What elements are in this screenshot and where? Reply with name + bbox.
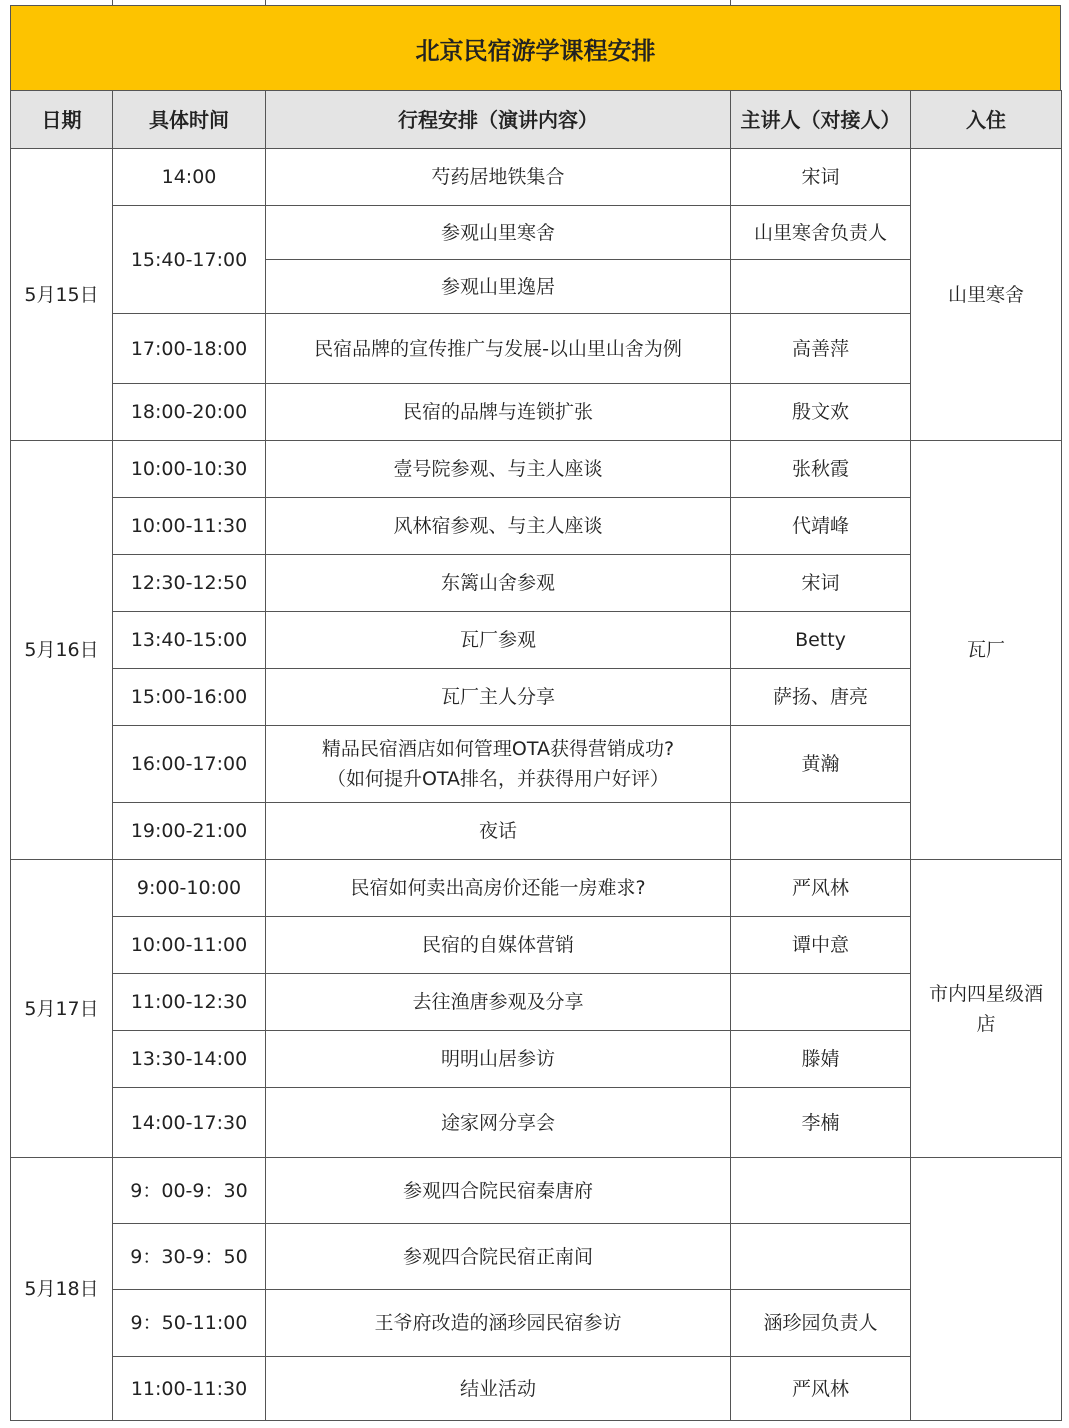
speaker-cell: 李楠 [731,1088,911,1158]
speaker-cell [731,1158,911,1224]
table-row [11,1290,1062,1357]
speaker-cell: 高善萍 [731,314,911,384]
time-cell: 10:00-11:30 [113,498,266,555]
table-row [11,1158,1062,1224]
time-cell: 10:00-10:30 [113,441,266,498]
header-time: 具体时间 [113,91,266,149]
time-cell: 10:00-11:00 [113,917,266,974]
speaker-cell: 谭中意 [731,917,911,974]
stay-line: 市内四星级酒 [928,982,1043,1005]
table-row [11,498,1062,555]
time-cell: 11:00-11:30 [113,1357,266,1421]
table-row [11,314,1062,384]
speaker-cell: 张秋霞 [731,441,911,498]
itinerary-cell: 民宿的品牌与连锁扩张 [266,384,731,441]
itinerary-cell: 参观四合院民宿正南间 [266,1224,731,1290]
itinerary-cell: 壹号院参观、与主人座谈 [266,441,731,498]
speaker-cell: Betty [731,612,911,669]
stay-cell: 瓦厂 [911,441,1062,860]
table-row [11,1357,1062,1421]
itinerary-cell: 参观山里寒舍 [266,206,731,260]
table-row [11,803,1062,860]
table-row [11,441,1062,498]
speaker-cell: 山里寒舍负责人 [731,206,911,260]
itinerary-cell: 瓦厂参观 [266,612,731,669]
time-cell: 19:00-21:00 [113,803,266,860]
speaker-cell [731,974,911,1031]
date-cell: 5月17日 [11,860,113,1158]
speaker-cell: 严风林 [731,1357,911,1421]
speaker-cell [731,1224,911,1290]
time-cell: 14:00-17:30 [113,1088,266,1158]
itinerary-cell: 东篱山舍参观 [266,555,731,612]
time-cell: 13:40-15:00 [113,612,266,669]
time-cell: 12:30-12:50 [113,555,266,612]
header-stay: 入住 [911,91,1062,149]
speaker-cell: 萨扬、唐亮 [731,669,911,726]
header-speaker: 主讲人（对接人） [731,91,911,149]
header-itinerary: 行程安排（演讲内容） [266,91,731,149]
date-cell: 5月18日 [11,1158,113,1421]
speaker-cell: 代靖峰 [731,498,911,555]
table-row [11,1224,1062,1290]
itinerary-cell: 民宿如何卖出高房价还能一房难求? [266,860,731,917]
header-row [11,91,1062,149]
time-cell: 9:00-10:00 [113,860,266,917]
time-cell: 18:00-20:00 [113,384,266,441]
itinerary-cell: 风林宿参观、与主人座谈 [266,498,731,555]
table-row [11,974,1062,1031]
speaker-cell: 殷文欢 [731,384,911,441]
time-cell: 11:00-12:30 [113,974,266,1031]
table-row [11,669,1062,726]
speaker-cell [731,803,911,860]
speaker-cell: 严风林 [731,860,911,917]
itinerary-cell: 民宿品牌的宣传推广与发展-以山里山舍为例 [266,314,731,384]
itinerary-cell: 明明山居参访 [266,1031,731,1088]
speaker-cell: 宋词 [731,555,911,612]
speaker-cell: 涵珍园负责人 [731,1290,911,1357]
table-row [11,1088,1062,1158]
time-cell: 15:00-16:00 [113,669,266,726]
itinerary-cell [266,726,731,803]
itinerary-cell: 瓦厂主人分享 [266,669,731,726]
itinerary-cell: 结业活动 [266,1357,731,1421]
table-row [11,917,1062,974]
stay-cell: 山里寒舍 [911,149,1062,441]
itinerary-cell: 芍药居地铁集合 [266,149,731,206]
stay-line: 店 [976,1012,996,1035]
time-cell: 14:00 [113,149,266,206]
table-row [11,384,1062,441]
itinerary-cell: 夜话 [266,803,731,860]
table-row [11,612,1062,669]
page-title: 北京民宿游学课程安排 [10,5,1061,91]
time-cell: 9：30-9：50 [113,1224,266,1290]
header-date: 日期 [11,91,113,149]
stay-cell [911,860,1062,1158]
itinerary-cell: 民宿的自媒体营销 [266,917,731,974]
itinerary-line: （如何提升OTA排名，并获得用户好评） [326,768,670,790]
speaker-cell: 滕婧 [731,1031,911,1088]
itinerary-cell: 途家网分享会 [266,1088,731,1158]
itinerary-cell: 王爷府改造的涵珍园民宿参访 [266,1290,731,1357]
speaker-cell [731,260,911,314]
time-cell: 9：50-11:00 [113,1290,266,1357]
itinerary-line: 精品民宿酒店如何管理OTA获得营销成功? [321,738,675,760]
time-cell: 9：00-9：30 [113,1158,266,1224]
schedule-table [10,90,1062,1421]
table-row [11,206,1062,260]
stay-cell [911,1158,1062,1421]
itinerary-cell: 参观山里逸居 [266,260,731,314]
itinerary-cell: 参观四合院民宿秦唐府 [266,1158,731,1224]
time-cell: 16:00-17:00 [113,726,266,803]
time-cell: 17:00-18:00 [113,314,266,384]
table-row [11,149,1062,206]
time-cell: 13:30-14:00 [113,1031,266,1088]
time-cell: 15:40-17:00 [113,206,266,314]
table-row [11,860,1062,917]
itinerary-cell: 去往渔唐参观及分享 [266,974,731,1031]
table-row [11,1031,1062,1088]
table-row [11,726,1062,803]
date-cell: 5月15日 [11,149,113,441]
date-cell: 5月16日 [11,441,113,860]
table-row [11,555,1062,612]
speaker-cell: 宋词 [731,149,911,206]
speaker-cell: 黄瀚 [731,726,911,803]
